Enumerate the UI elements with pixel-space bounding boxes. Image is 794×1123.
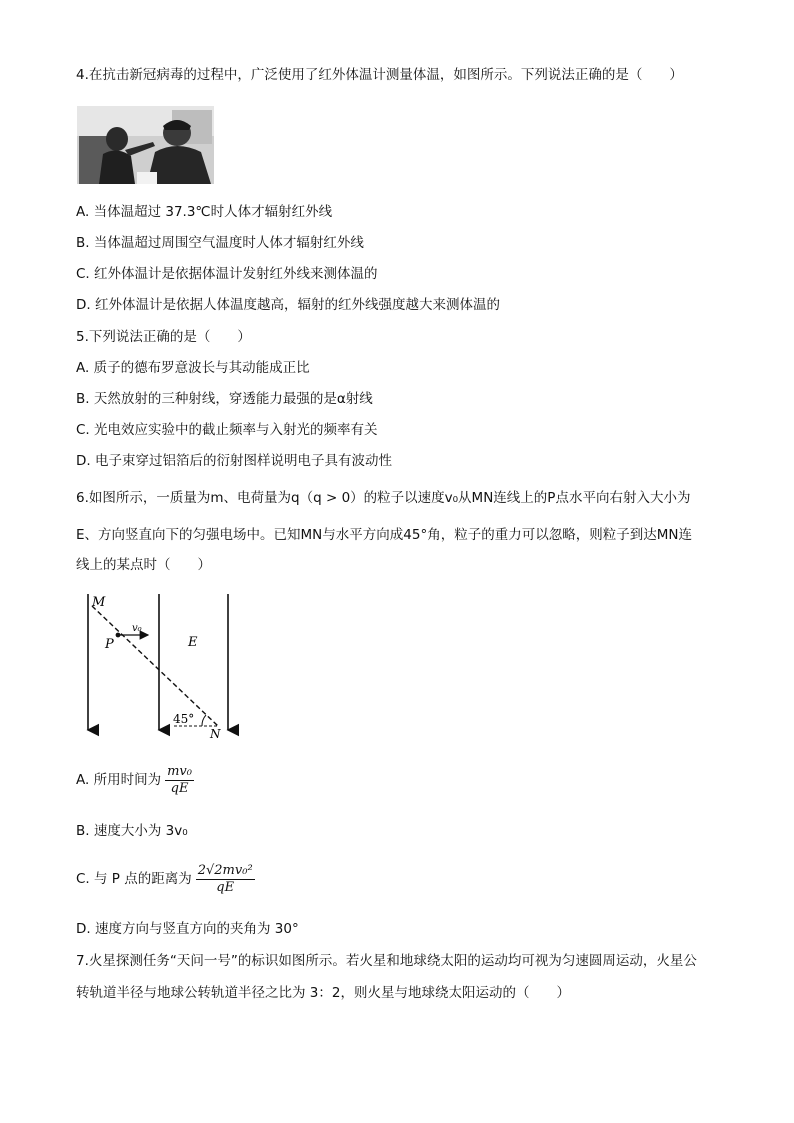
label-n: N [210, 727, 221, 741]
q5-stem: 5.下列说法正确的是（ ） [76, 329, 251, 345]
q5-option-c: C. 光电效应实验中的截止频率与入射光的频率有关 [76, 422, 378, 438]
q5-option-a: A. 质子的德布罗意波长与其动能成正比 [76, 360, 310, 376]
label-p: P [105, 637, 114, 652]
q6-option-b: B. 速度大小为 3v₀ [76, 823, 188, 839]
q6-option-c-denominator: qE [216, 879, 235, 895]
label-angle: 45° [173, 712, 195, 726]
q6-option-a-numerator: mv₀ [167, 763, 192, 779]
q6-option-c [76, 860, 255, 898]
q4-stem: 4.在抗击新冠病毒的过程中，广泛使用了红外体温计测量体温，如图所示。下列说法正确的是（ ） [76, 67, 683, 83]
q4-option-a: A. 当体温超过 37.3℃时人体才辐射红外线 [76, 204, 333, 220]
label-m: M [92, 595, 106, 610]
label-v0: v₀ [132, 623, 142, 634]
q6-stem-line3: 线上的某点时（ ） [76, 557, 211, 573]
q7-stem-line1: 7.火星探测任务“天问一号”的标识如图所示。若火星和地球绕太阳的运动均可视为匀速圆周运动，火星公 [76, 953, 697, 969]
label-e: E [188, 635, 198, 650]
q4-photo [77, 106, 214, 184]
q5-option-b: B. 天然放射的三种射线，穿透能力最强的是α射线 [76, 391, 373, 407]
q6-stem-line1: 6.如图所示，一质量为m、电荷量为q（q > 0）的粒子以速度v₀从MN连线上的P点水平向右射入大小为 [76, 490, 691, 506]
q7-stem-line2: 转轨道半径与地球公转轨道半径之比为 3：2，则火星与地球绕太阳运动的（ ） [76, 985, 570, 1001]
q6-option-a-denominator: qE [170, 780, 189, 796]
q4-option-b: B. 当体温超过周围空气温度时人体才辐射红外线 [76, 235, 364, 251]
q6-option-a [76, 762, 194, 798]
q4-option-d: D. 红外体温计是依据人体温度越高，辐射的红外线强度越大来测体温的 [76, 297, 500, 313]
q6-stem-line2: E、方向竖直向下的匀强电场中。已知MN与水平方向成45°角，粒子的重力可以忽略，则粒子到达MN连 [76, 527, 692, 543]
q5-option-d: D. 电子束穿过铝箔后的衍射图样说明电子具有波动性 [76, 453, 392, 469]
mn-dashed-line [92, 606, 218, 726]
q6-option-c-text: C. 与 P 点的距离为 [76, 871, 192, 887]
angle-arc [202, 715, 206, 726]
q6-option-a-fraction [165, 764, 194, 797]
q6-option-c-fraction [196, 863, 255, 896]
q6-option-a-text: A. 所用时间为 [76, 772, 162, 788]
q4-option-c: C. 红外体温计是依据体温计发射红外线来测体温的 [76, 266, 378, 282]
q6-option-d: D. 速度方向与竖直方向的夹角为 30° [76, 921, 299, 937]
q6-option-c-numerator: 2√2mv₀² [197, 862, 253, 878]
q6-field-diagram [78, 590, 248, 742]
